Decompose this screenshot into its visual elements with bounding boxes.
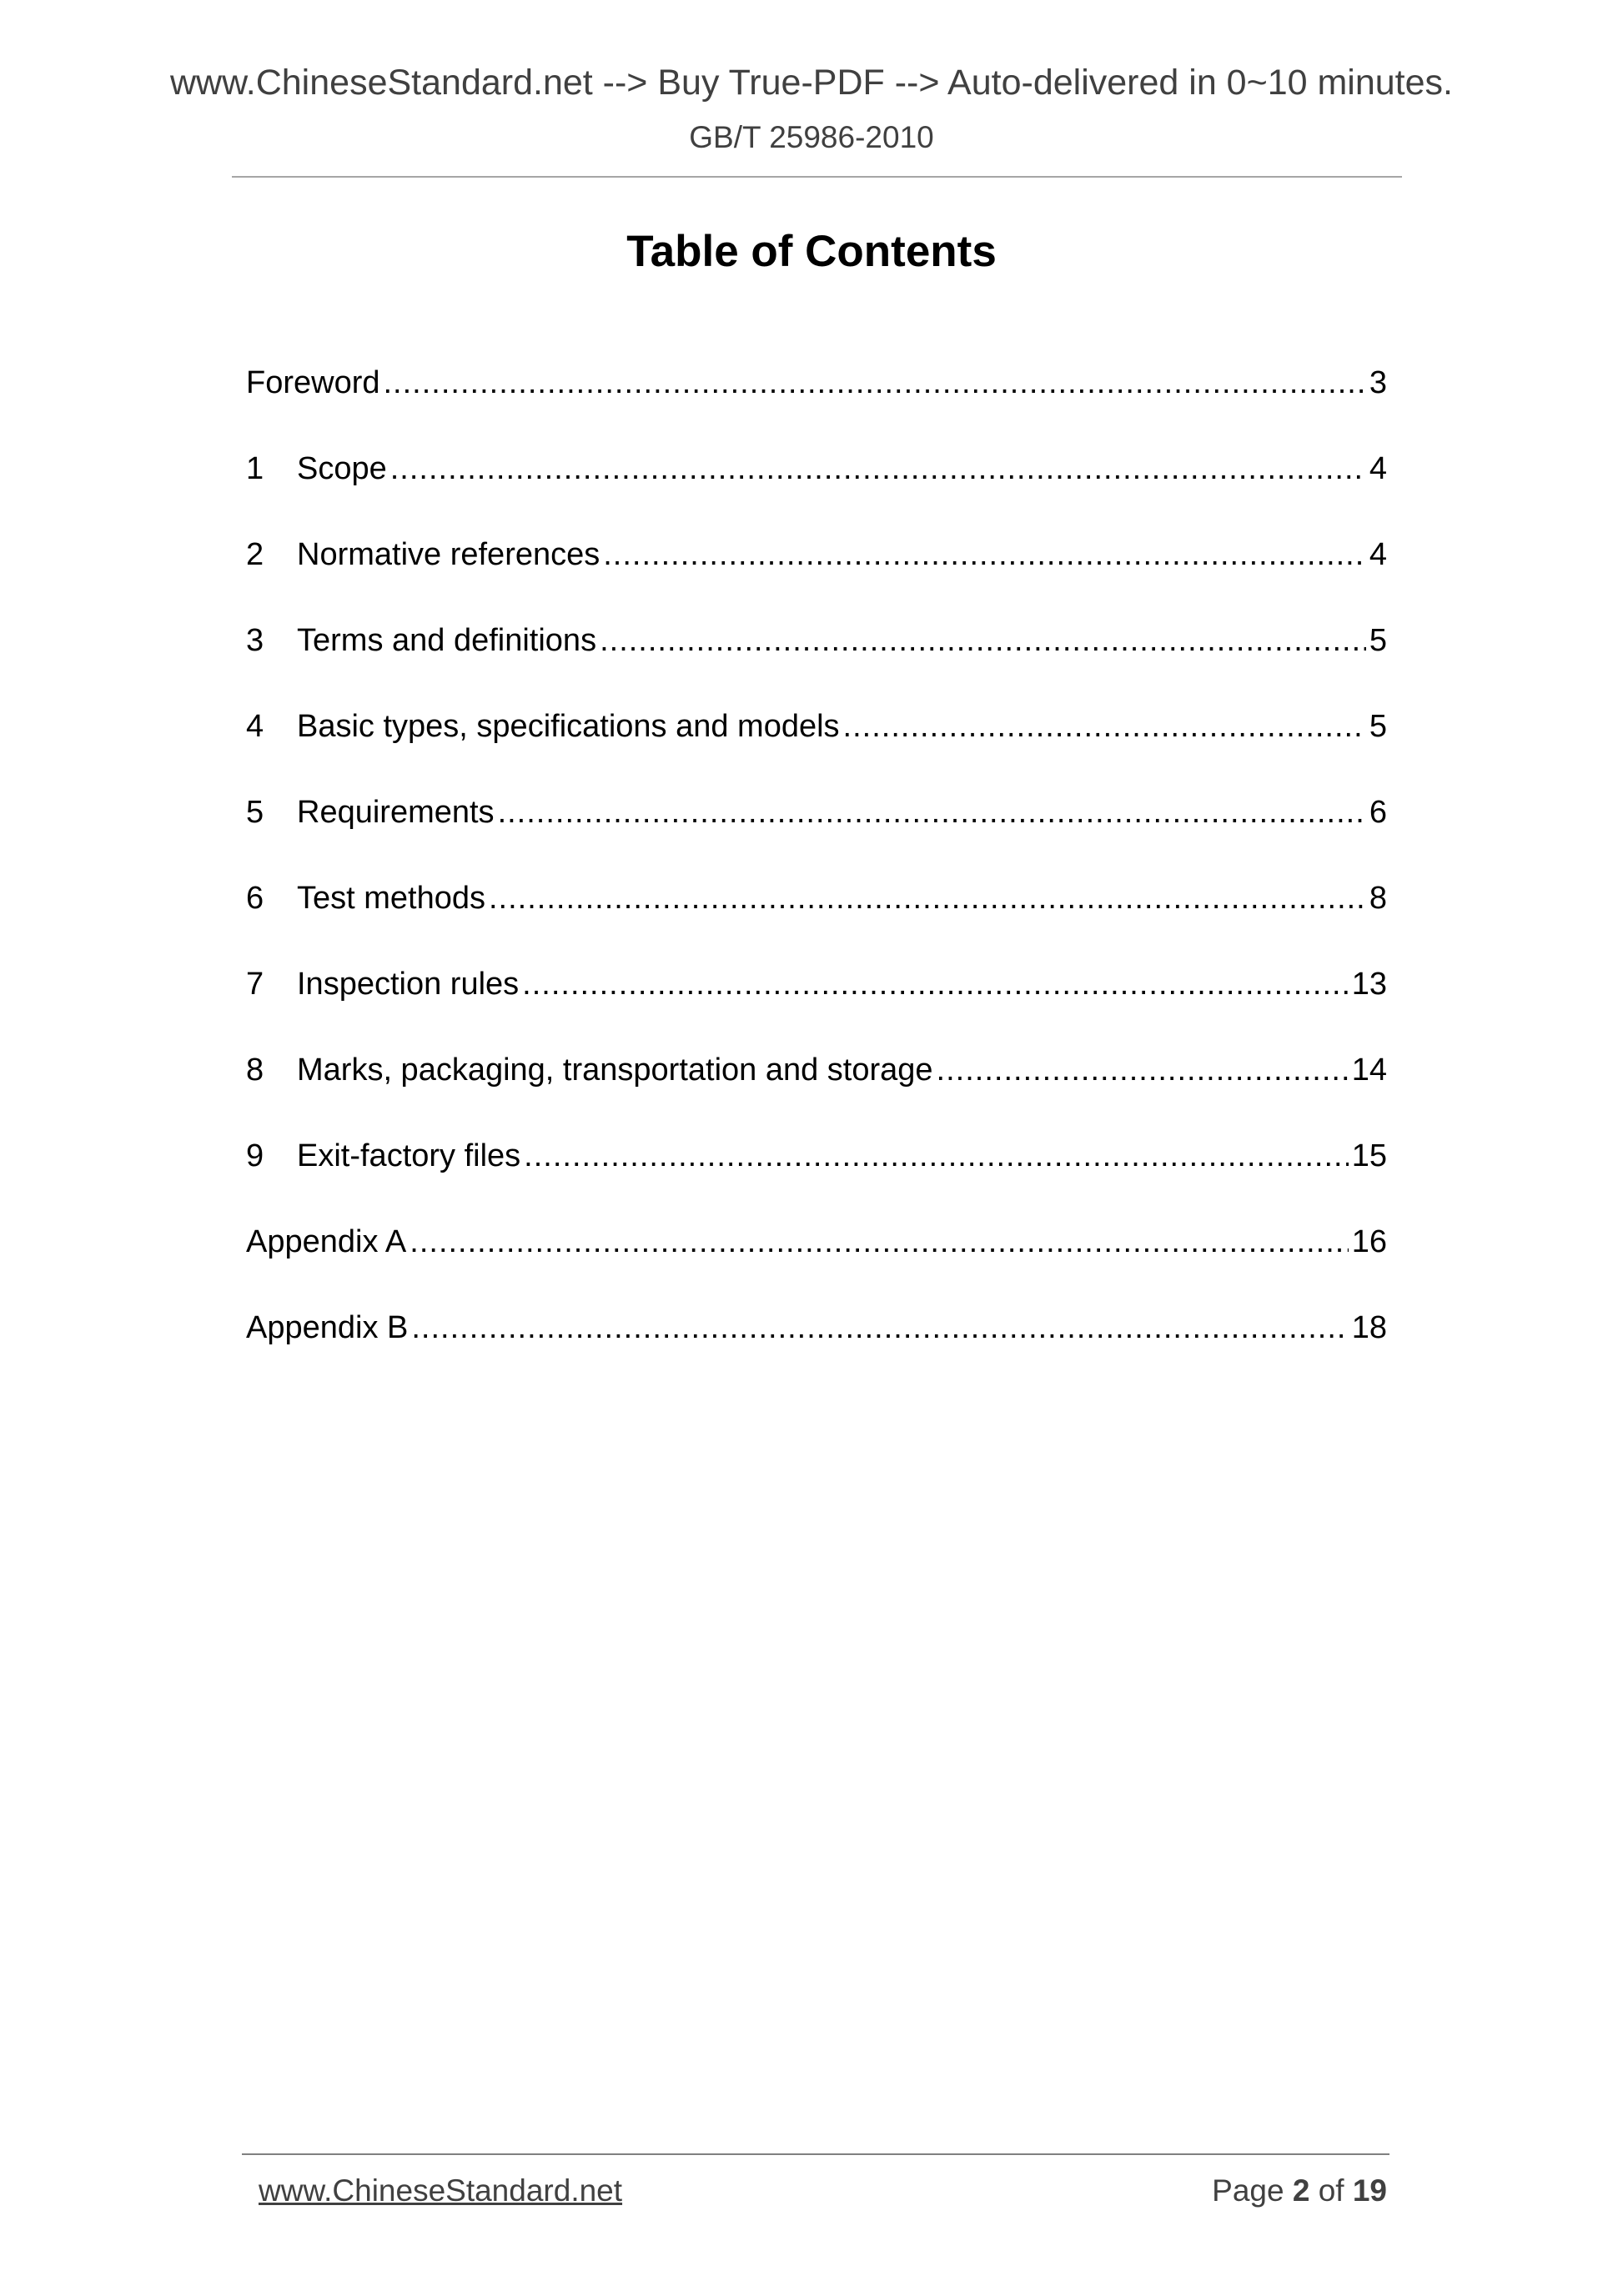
toc-entry-basic-types[interactable] (246, 702, 1387, 788)
document-code: GB/T 25986-2010 (689, 120, 934, 154)
toc-entry-number: 3 (246, 623, 264, 658)
toc-entry-page: 14 (1351, 1053, 1387, 1088)
toc-entry-label: Inspection rules (297, 967, 520, 1002)
page-prefix: Page (1212, 2173, 1284, 2208)
header-banner: www.ChineseStandard.net --> Buy True-PDF --> Auto-delivered in 0~10 minutes. (169, 63, 1453, 103)
toc-entry-scope[interactable] (246, 445, 1387, 530)
toc-dot-leader (937, 1046, 1349, 1094)
toc-entry-requirements[interactable] (246, 788, 1387, 874)
toc-entry-label: Foreword (246, 365, 380, 400)
toc-entry-page: 4 (1369, 537, 1387, 572)
page-title: Table of Contents (626, 227, 997, 276)
toc-entry-terms-and-definitions[interactable] (246, 616, 1387, 702)
toc-entry-appendix-b[interactable] (246, 1304, 1387, 1389)
footer-page-number (1212, 2173, 1387, 2209)
toc-entry-page: 8 (1369, 881, 1387, 916)
toc-dot-leader (384, 359, 1366, 407)
toc-entry-normative-references[interactable] (246, 530, 1387, 616)
toc-dot-leader (524, 1132, 1349, 1180)
toc-entry-page: 13 (1351, 967, 1387, 1002)
toc-entry-number: 8 (246, 1053, 264, 1088)
toc-dot-leader (603, 530, 1366, 579)
toc-entry-label: Exit-factory files (297, 1138, 521, 1173)
toc-entry-number: 7 (246, 967, 264, 1002)
toc-entry-label: Test methods (297, 881, 485, 916)
toc-entry-page: 18 (1351, 1310, 1387, 1345)
toc-entry-appendix-a[interactable] (246, 1218, 1387, 1304)
toc-entry-page: 4 (1369, 451, 1387, 486)
toc-entry-number: 6 (246, 881, 264, 916)
toc-entry-label: Appendix A (246, 1224, 407, 1259)
toc-entry-foreword[interactable] (246, 359, 1387, 445)
footer-site-link[interactable]: www.ChineseStandard.net (259, 2173, 623, 2208)
header-divider (232, 176, 1402, 178)
page-of: of (1318, 2173, 1344, 2208)
toc-entry-page: 15 (1351, 1138, 1387, 1173)
toc-entry-label: Basic types, specifications and models (297, 709, 840, 744)
toc-entry-number: 4 (246, 709, 264, 744)
toc-entry-page: 5 (1369, 623, 1387, 658)
toc-entry-page: 6 (1369, 795, 1387, 830)
toc-dot-leader (411, 1304, 1348, 1352)
toc-entry-number: 5 (246, 795, 264, 830)
toc-entry-label: Appendix B (246, 1310, 409, 1345)
toc-entry-page: 16 (1351, 1224, 1387, 1259)
toc-entry-inspection-rules[interactable] (246, 960, 1387, 1046)
toc-dot-leader (498, 788, 1366, 837)
toc-dot-leader (600, 616, 1366, 665)
toc-entry-label: Normative references (297, 537, 600, 572)
page-current: 2 (1292, 2173, 1310, 2208)
toc-entry-number: 2 (246, 537, 264, 572)
toc-entry-marks-packaging[interactable] (246, 1046, 1387, 1132)
toc-entry-label: Marks, packaging, transportation and storage (297, 1053, 933, 1088)
toc-entry-page: 5 (1369, 709, 1387, 744)
table-of-contents (246, 359, 1387, 1389)
toc-entry-exit-factory-files[interactable] (246, 1132, 1387, 1218)
toc-entry-label: Requirements (297, 795, 495, 830)
toc-dot-leader (489, 874, 1366, 922)
toc-dot-leader (390, 445, 1366, 493)
toc-entry-label: Scope (297, 451, 387, 486)
page-total: 19 (1352, 2173, 1387, 2208)
toc-dot-leader (843, 702, 1366, 751)
footer-divider (242, 2153, 1389, 2155)
toc-entry-page: 3 (1369, 365, 1387, 400)
toc-entry-number: 1 (246, 451, 264, 486)
toc-dot-leader (522, 960, 1349, 1008)
toc-entry-label: Terms and definitions (297, 623, 597, 658)
toc-entry-number: 9 (246, 1138, 264, 1173)
toc-entry-test-methods[interactable] (246, 874, 1387, 960)
toc-dot-leader (410, 1218, 1348, 1266)
